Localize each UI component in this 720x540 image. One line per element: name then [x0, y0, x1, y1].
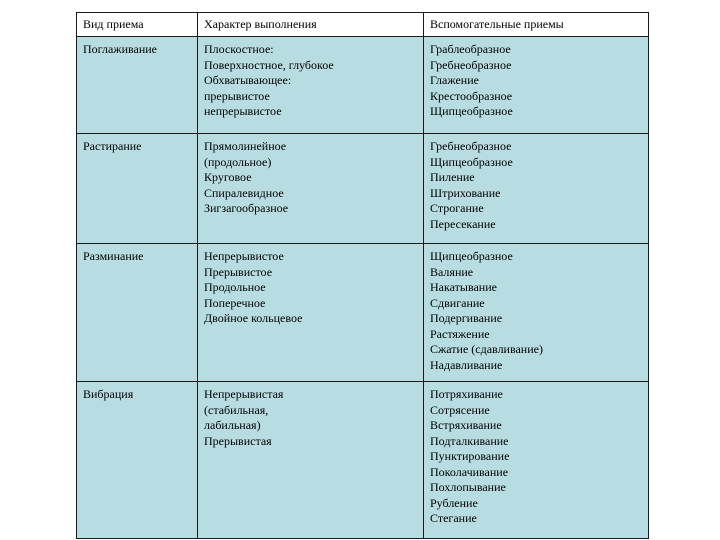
list-item: Прямолинейное	[204, 139, 287, 153]
list-item: Продольное	[204, 280, 266, 294]
list-item: Похлопывание	[430, 480, 506, 494]
list-item: прерывистое	[204, 88, 270, 103]
cell-technique-type: Растирание	[77, 134, 198, 244]
list-item: Зигзагообразное	[204, 201, 289, 215]
header-auxiliary-techniques: Вспомогательные приемы	[424, 13, 649, 37]
list-item: Пиление	[430, 170, 475, 184]
list-item: Прерывистая	[204, 433, 272, 448]
cell-execution-character	[198, 382, 424, 539]
massage-techniques-table	[76, 12, 649, 539]
list-item: Подергивание	[430, 311, 503, 325]
cell-auxiliary-techniques	[424, 244, 649, 382]
list-item: Сотрясение	[430, 402, 490, 417]
table-row	[77, 244, 649, 382]
list-item: Пересекание	[430, 216, 496, 231]
list-item: Надавливание	[430, 357, 503, 372]
list-item: Щипцеобразное	[430, 154, 513, 169]
list-item: (стабильная,	[204, 402, 269, 417]
list-item: Потряхивание	[430, 387, 503, 401]
list-item: Двойное кольцевое	[204, 311, 303, 325]
list-item: Гребнеобразное	[430, 139, 512, 153]
list-item: Стегание	[430, 511, 477, 525]
table-row	[77, 382, 649, 539]
list-item: Плоскостное:	[204, 42, 274, 56]
list-item: Штрихование	[430, 185, 501, 200]
table-row	[77, 37, 649, 134]
list-item: Обхватывающее:	[204, 73, 292, 87]
header-execution-character: Характер выполнения	[198, 13, 424, 37]
list-item: Глажение	[430, 73, 479, 87]
cell-technique-type: Вибрация	[77, 382, 198, 539]
list-item: Поколачивание	[430, 464, 509, 479]
cell-technique-type: Разминание	[77, 244, 198, 382]
list-item: Накатывание	[430, 280, 497, 294]
table-row	[77, 134, 649, 244]
cell-execution-character	[198, 244, 424, 382]
cell-auxiliary-techniques	[424, 134, 649, 244]
list-item: Щипцеобразное	[430, 104, 513, 118]
list-item: Круговое	[204, 170, 252, 184]
list-item: Сжатие (сдавливание)	[430, 342, 543, 356]
list-item: Поперечное	[204, 295, 266, 310]
list-item: Валяние	[430, 264, 474, 279]
list-item: Поверхностное, глубокое	[204, 57, 334, 72]
list-item: Пунктирование	[430, 449, 510, 463]
list-item: Спиралевидное	[204, 185, 284, 200]
cell-auxiliary-techniques	[424, 382, 649, 539]
list-item: Щипцеобразное	[430, 249, 513, 263]
header-technique-type: Вид приема	[77, 13, 198, 37]
list-item: Встряхивание	[430, 418, 502, 432]
cell-execution-character	[198, 37, 424, 134]
cell-technique-type: Поглаживание	[77, 37, 198, 134]
list-item: Гребнеобразное	[430, 57, 512, 72]
list-item: Прерывистое	[204, 264, 273, 279]
list-item: Граблеобразное	[430, 42, 511, 56]
list-item: Крестообразное	[430, 88, 513, 103]
table-header-row	[77, 13, 649, 37]
cell-auxiliary-techniques	[424, 37, 649, 134]
list-item: Подталкивание	[430, 433, 509, 448]
list-item: непрерывистое	[204, 104, 282, 118]
list-item: Непрерывистое	[204, 249, 284, 263]
list-item: Рубление	[430, 495, 478, 510]
list-item: Растяжение	[430, 326, 490, 341]
list-item: Сдвигание	[430, 295, 485, 310]
list-item: (продольное)	[204, 154, 272, 169]
list-item: Строгание	[430, 201, 484, 215]
list-item: Непрерывистая	[204, 387, 284, 401]
list-item: лабильная)	[204, 418, 261, 432]
cell-execution-character	[198, 134, 424, 244]
